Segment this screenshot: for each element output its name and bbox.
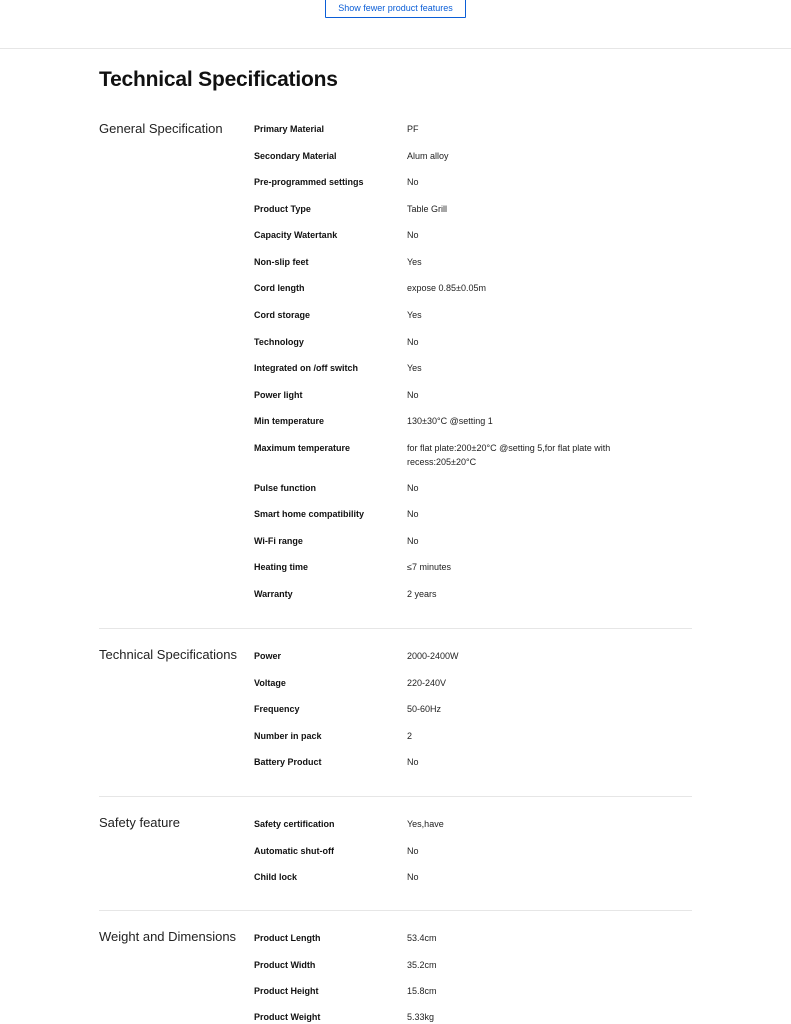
- spec-value: No: [407, 337, 419, 347]
- spec-value: No: [407, 177, 419, 187]
- spec-label: Min temperature: [254, 416, 325, 426]
- spec-value: 50-60Hz: [407, 704, 442, 714]
- spec-label: Product Weight: [254, 1012, 321, 1022]
- show-fewer-features-button[interactable]: Show fewer product features: [325, 0, 466, 18]
- section-title: Technical Specifications: [99, 647, 238, 662]
- spec-label: Power light: [254, 390, 303, 400]
- spec-value: 2: [407, 731, 413, 741]
- spec-value: Yes,have: [407, 819, 444, 829]
- spec-value: PF: [407, 124, 419, 134]
- spec-label: Warranty: [254, 589, 293, 599]
- spec-label: Heating time: [254, 562, 309, 572]
- spec-label: Safety certification: [254, 819, 335, 829]
- spec-label: Integrated on /off switch: [254, 363, 359, 373]
- spec-value: Alum alloy: [407, 151, 449, 161]
- spec-label: Number in pack: [254, 731, 322, 741]
- spec-value: No: [407, 536, 419, 546]
- spec-value: Yes: [407, 363, 422, 373]
- spec-value: ≤7 minutes: [407, 562, 451, 572]
- spec-value: Yes: [407, 257, 422, 267]
- spec-value: 15.8cm: [407, 986, 437, 996]
- spec-label: Maximum temperature: [254, 443, 351, 453]
- spec-value: No: [407, 509, 419, 519]
- spec-label: Secondary Material: [254, 151, 337, 161]
- spec-value: 2 years: [407, 589, 437, 599]
- spec-value: expose 0.85±0.05m: [407, 283, 486, 293]
- spec-label: Non-slip feet: [254, 257, 309, 267]
- spec-section-technical: [99, 628, 692, 779]
- spec-value: 130±30°C @setting 1: [407, 416, 493, 426]
- page-title: Technical Specifications: [99, 68, 338, 91]
- spec-label: Product Height: [254, 986, 319, 996]
- spec-value: No: [407, 390, 419, 400]
- spec-value: 5.33kg: [407, 1012, 435, 1022]
- spec-label: Primary Material: [254, 124, 325, 134]
- spec-value: No: [407, 872, 419, 882]
- spec-value: No: [407, 846, 419, 856]
- spec-label: Voltage: [254, 678, 286, 688]
- spec-label: Automatic shut-off: [254, 846, 334, 856]
- spec-label: Cord length: [254, 283, 305, 293]
- spec-value: No: [407, 483, 419, 493]
- spec-label: Child lock: [254, 872, 298, 882]
- spec-value: No: [407, 230, 419, 240]
- section-title: General Specification: [99, 121, 223, 136]
- spec-value: 53.4cm: [407, 933, 437, 943]
- spec-label: Product Width: [254, 960, 316, 970]
- spec-value: 2000-2400W: [407, 651, 459, 661]
- spec-label: Technology: [254, 337, 304, 347]
- spec-value: Yes: [407, 310, 422, 320]
- spec-section-general: [99, 112, 692, 612]
- spec-section-safety: [99, 796, 692, 897]
- spec-label: Product Type: [254, 204, 311, 214]
- section-title: Weight and Dimensions: [99, 929, 237, 944]
- spec-value: No: [407, 757, 419, 767]
- spec-label: Wi-Fi range: [254, 536, 303, 546]
- section-title: Safety feature: [99, 815, 180, 830]
- product-features-toolbar: [0, 0, 791, 49]
- spec-value: Table Grill: [407, 204, 448, 214]
- spec-value: 35.2cm: [407, 960, 437, 970]
- spec-value: 220-240V: [407, 678, 447, 688]
- spec-label: Pulse function: [254, 483, 317, 493]
- spec-section-weight-dimensions: [99, 910, 692, 1023]
- spec-label: Power: [254, 651, 282, 661]
- spec-label: Cord storage: [254, 310, 311, 320]
- spec-label: Smart home compatibility: [254, 509, 365, 519]
- spec-label: Capacity Watertank: [254, 230, 338, 240]
- spec-label: Pre-programmed settings: [254, 177, 364, 187]
- spec-label: Product Length: [254, 933, 321, 943]
- spec-label: Battery Product: [254, 757, 322, 767]
- spec-value: for flat plate:200±20°C @setting 5,for flat plate with recess:205±20°C: [407, 443, 611, 467]
- spec-label: Frequency: [254, 704, 300, 714]
